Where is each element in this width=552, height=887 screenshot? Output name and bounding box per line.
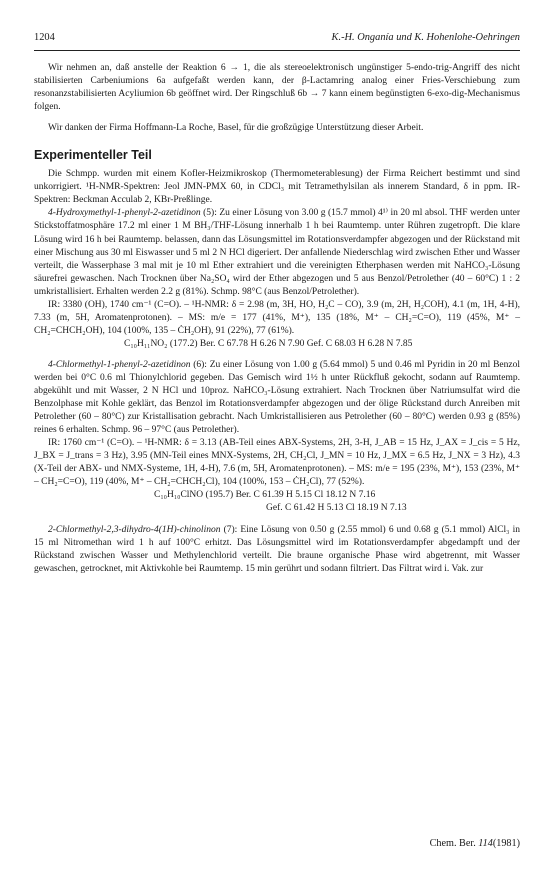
- experimental-intro: Die Schmpp. wurden mit einem Kofler-Heizmikroskop (Thermometerablesung) der Firma Reichert bestimmt und sind unkorrigiert. ¹H-NMR-Spektren: Jeol JMN-PMX 60, in CDCl₃ mit Tetramethylsilan als innerem Standard, δ in ppm. IR-Spektren: Beckman Acculab 2, KBr-Preßlinge.: [34, 169, 520, 206]
- journal-year: (1981): [492, 838, 520, 849]
- compound-6-name: 4-Chlormethyl-1-phenyl-2-azetidinon: [48, 359, 191, 370]
- journal-name: Chem. Ber.: [429, 838, 479, 849]
- header-rule: [34, 50, 520, 51]
- compound-5-procedure: [34, 207, 520, 298]
- page-number: 1204: [34, 32, 55, 43]
- body-text: [34, 62, 520, 576]
- compound-6-spectra: IR: 1760 cm⁻¹ (C=O). – ¹H-NMR: δ = 3.13 (AB-Teil eines ABX-Systems, 2H, 3-H, J_AB = 15 Hz, J_AX = J_cis = 5 Hz, J_BX = J_trans = 3 Hz), 3.95 (MN-Teil eines MNX-Systems, 2H, CH₂Cl, J_MN = 10 Hz, J_MX = 6.5 Hz, J_NX = 3 Hz), 4.3 (X-Teil der ABX- und NMX-Systeme, 1H, 4-H), 7.6 (m, 5H, Aromatenprotonen). – MS: m/e = 195 (23%, M⁺), 153 (23%, M⁺ – CH₂=C=O), 119 (40%, M⁺ – CH₂=CHCH₂Cl), 104 (100%, 153 – ĊH₂Cl), 77 (52%).: [34, 438, 520, 488]
- journal-footer: [430, 838, 520, 849]
- paragraph-mechanism: Wir nehmen an, daß anstelle der Reaktion 6 → 1, die als stereoelektronisch ungünstiger 5-endo-trig-Angriff des nicht stabilisierten Carbeniumions 6a aufgefaßt werden kann, der β-Lactamring analog einer Fries-Verschiebung zum resonanzstabilisierten Acyliumion 6b geöffnet wird. Der Ringschluß 6b → 7 kann einem begünstigten 6-exo-dig-Mechanismus folgen.: [34, 63, 520, 113]
- compound-5-analysis: C₁₀H₁₁NO₂ (177.2) Ber. C 67.78 H 6.26 N 7.90 Gef. C 68.03 H 6.28 N 7.85: [124, 338, 413, 349]
- compound-7-procedure: [34, 524, 520, 576]
- compound-5-spectra: IR: 3380 (OH), 1740 cm⁻¹ (C=O). – ¹H-NMR: δ = 2.98 (m, 3H, HO, H₂C – CO), 3.9 (m, 2H, H₂COH), 4.1 (m, 1H, 4-H), 7.33 (m, 5H, Aromatenprotonen). – MS: m/e = 177 (41%, M⁺), 135 (18%, M⁺ – CH₂=C=O), 119 (45%, M⁺ – CH₂=CHCH₂OH), 104 (100%, 135 – ĊH₂OH), 91 (22%), 77 (61%).: [34, 299, 520, 336]
- compound-6-analysis-found: Gef. C 61.42 H 5.13 Cl 18.19 N 7.13: [266, 503, 407, 514]
- compound-7-text: (7): Eine Lösung von 0.50 g (2.55 mmol) 6 und 0.68 g (5.1 mmol) AlCl₃ in 15 ml Nitromethan wird 1 h auf 100°C erhitzt. Das Lösungsmittel wird im Rotationsverdampfer abgedampft und der Rückstand zwischen Wasser und Methylenchlorid verteilt. Die braune organische Phase wird abgetrennt, mit Wasser gewaschen, getrocknet, mit Aktivkohle bei Raumtemp. 15 min gerührt und sodann filtriert. Das Filtrat wird i. Vak. zur: [34, 524, 520, 574]
- compound-6-text: (6): Zu einer Lösung von 1.00 g (5.64 mmol) 5 und 0.46 ml Pyridin in 20 ml Benzol werden bei 0°C 0.6 ml Thionylchlorid gegeben. Das Gemisch wird 1½ h unter Rückfluß gekocht, sodann auf Raumtemp. abgekühlt und mit Wasser, 2 N HCl und 10proz. NaHCO₃-Lösung extrahiert. Nach Trocknen über Natriumsulfat wird die Benzolphase mit Kohle geklärt, das Benzol im Rotationsverdampfer abgezogen und der ölige Rückstand durch Anreiben mit Petrolether (60 – 80°C) zur Kristallisation gebracht. Nach Umkristallisieren aus Petrolether (60 – 80°C) werden 0.93 g (85%) reines 6 erhalten. Schmp. 96 – 97°C (aus Petrolether).: [34, 359, 520, 436]
- running-head-authors: K.-H. Onganía und K. Hohenlohe-Oehringen: [331, 32, 520, 43]
- journal-volume: 114: [478, 838, 493, 849]
- compound-5-name: 4-Hydroxymethyl-1-phenyl-2-azetidinon: [48, 208, 201, 219]
- compound-6-analysis-calc: C₁₀H₁₀ClNO (195.7) Ber. C 61.39 H 5.15 Cl 18.12 N 7.16: [154, 490, 376, 501]
- compound-7-name: 2-Chlormethyl-2,3-dihydro-4(1H)-chinolinon: [48, 524, 221, 535]
- paragraph-acknowledgement: Wir danken der Firma Hoffmann-La Roche, Basel, für die großzügige Unterstützung dieser Arbeit.: [48, 123, 424, 134]
- section-title: Experimenteller Teil: [34, 148, 152, 163]
- compound-6-procedure: [34, 359, 520, 437]
- running-header: [34, 32, 520, 48]
- compound-5-text: (5): Zu einer Lösung von 3.00 g (15.7 mmol) 4¹⁾ in 20 ml absol. THF werden unter Stickstoffatmosphäre 17.2 ml einer 1 M BH₃/THF-Lösung innerhalb 1 h bei Raumtemp. unter Rühren zugetropft. Die klare Lösung wird 16 h bei Raumtemp. belassen, dann das Lösungsmittel im Rotationsverdampfer abgezogen und der Rückstand mit einer Mischung aus 30 ml Eiswasser und 5 ml 2 N HCl digeriert. Der anfallende Niederschlag wird zwischen Ether und Wasser verteilt, die Wasserphase 3 mal mit je 10 ml Ether extrahiert und die vereinigten Etherphasen werden mit NaHCO₃-Lösung säurefrei gewaschen. Nach Trocknen über Na₂SO₄ wird der Ether abgezogen und 5 aus Benzol/Petrolether (40 – 60°C) 1 : 2 umkristallisiert. Erhalten werden 2.2 g (81%). Schmp. 98°C (aus Benzol/Petrolether).: [34, 208, 520, 297]
